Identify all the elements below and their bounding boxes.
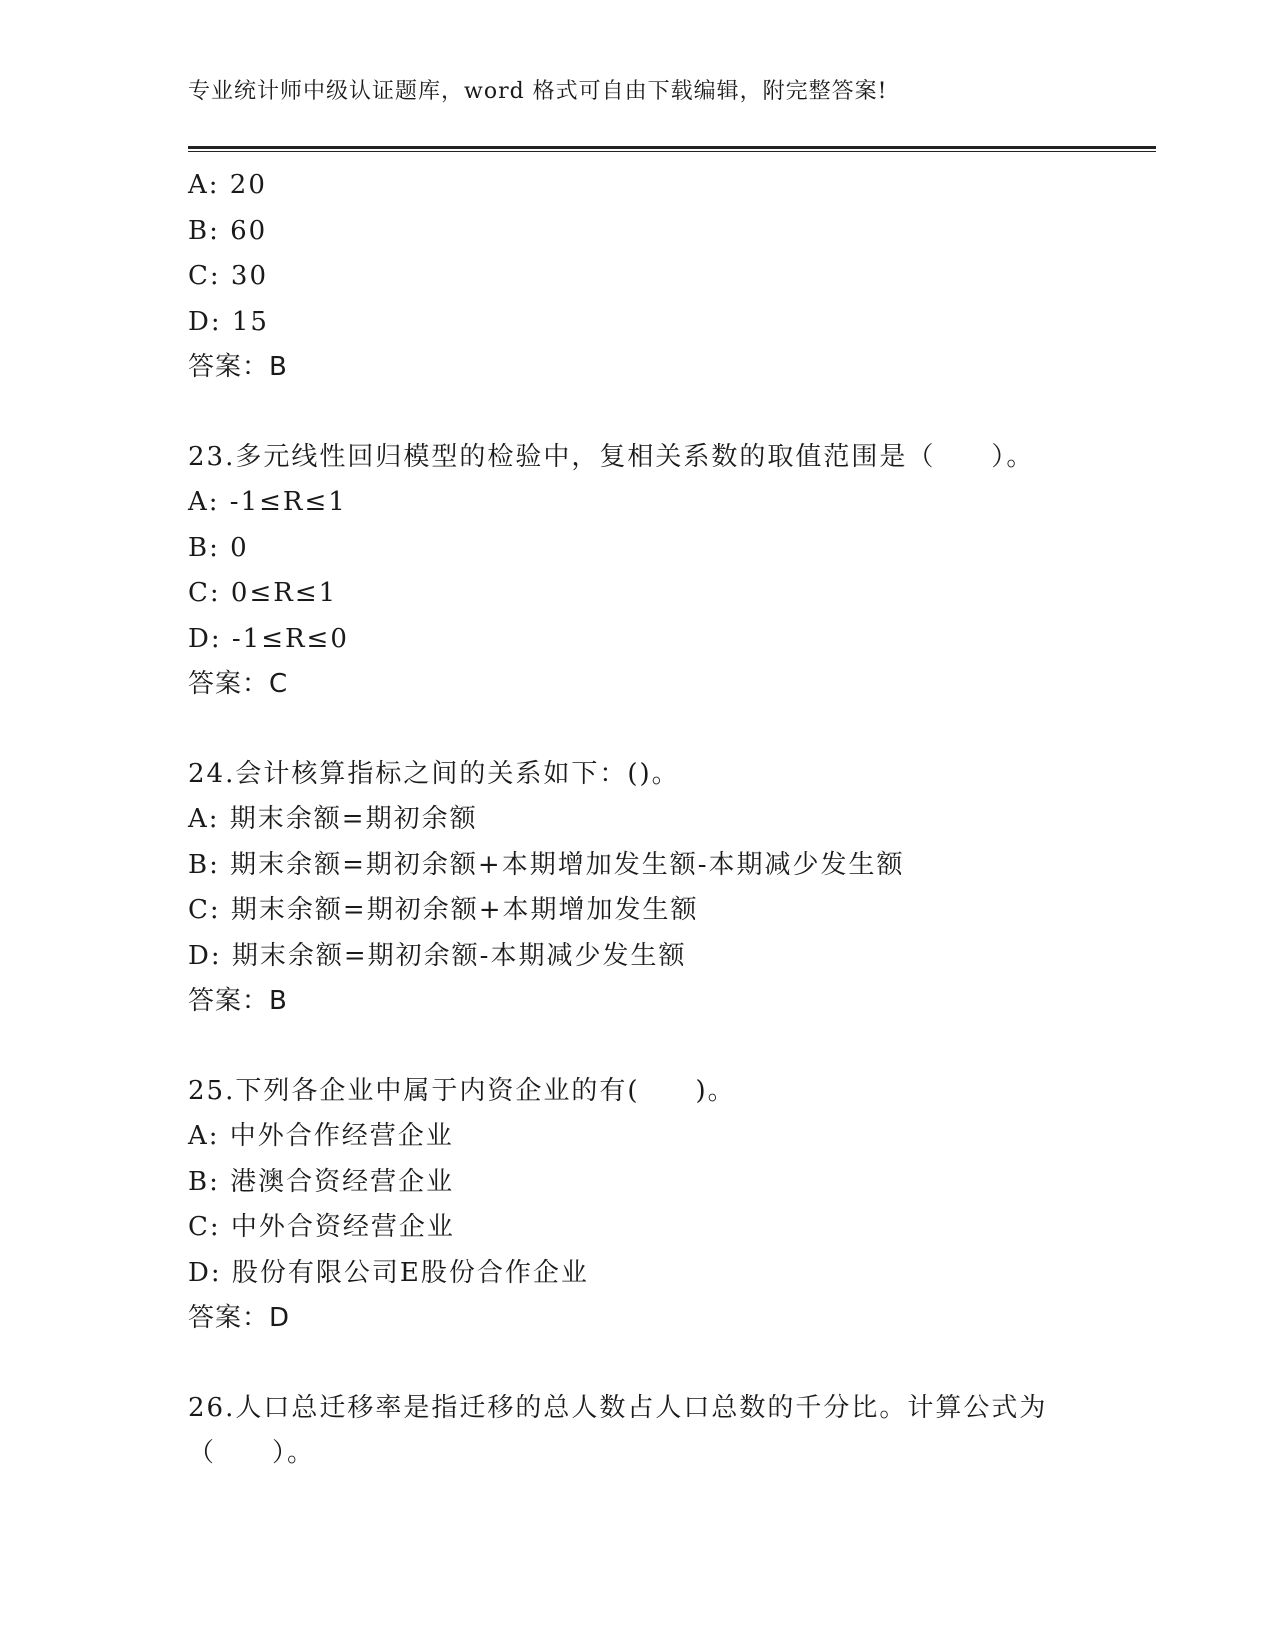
- question-text-line-1: 26.人口总迁移率是指迁移的总人数占人口总数的千分比。计算公式为: [188, 1392, 1048, 1423]
- question-26: [188, 1386, 1148, 1477]
- option-d: D: 期末余额=期初余额-本期减少发生额: [188, 940, 687, 971]
- option-d: D: -1≤R≤0: [188, 623, 349, 654]
- question-22: [188, 163, 1148, 391]
- header-rule-thick: [188, 146, 1156, 149]
- question-text-line-2: （ ）。: [188, 1438, 316, 1468]
- option-a: A: 20: [188, 170, 267, 200]
- option-a: A: 期末余额=期初余额: [188, 804, 478, 834]
- document-body: [188, 163, 1148, 1477]
- question-text: 23.多元线性回归模型的检验中，复相关系数的取值范围是（ ）。: [188, 441, 1035, 472]
- answer: 答案：D: [188, 1303, 291, 1333]
- option-c: C: 30: [188, 261, 269, 291]
- question-text: 25.下列各企业中属于内资企业的有( )。: [188, 1075, 736, 1106]
- option-b: B: 港澳合资经营企业: [188, 1166, 455, 1197]
- document-header: 专业统计师中级认证题库，word 格式可自由下载编辑，附完整答案!: [188, 79, 888, 104]
- option-a: A: -1≤R≤1: [188, 487, 347, 517]
- question-23: [188, 435, 1148, 708]
- option-d: D: 股份有限公司E股份合作企业: [188, 1257, 589, 1288]
- answer: 答案：C: [188, 669, 289, 699]
- option-d: D: 15: [188, 306, 269, 337]
- option-b: B: 期末余额=期初余额+本期增加发生额-本期减少发生额: [188, 849, 905, 880]
- option-b: B: 0: [188, 532, 249, 563]
- option-c: C: 0≤R≤1: [188, 578, 338, 608]
- answer: 答案：B: [188, 352, 288, 382]
- option-c: C: 中外合资经营企业: [188, 1212, 455, 1242]
- question-25: [188, 1069, 1148, 1342]
- option-c: C: 期末余额=期初余额+本期增加发生额: [188, 895, 699, 925]
- question-24: [188, 752, 1148, 1025]
- option-a: A: 中外合作经营企业: [188, 1121, 454, 1151]
- question-text: 24.会计核算指标之间的关系如下：()。: [188, 758, 680, 789]
- answer: 答案：B: [188, 986, 288, 1016]
- option-b: B: 60: [188, 215, 268, 246]
- header-rule-thin: [188, 151, 1156, 152]
